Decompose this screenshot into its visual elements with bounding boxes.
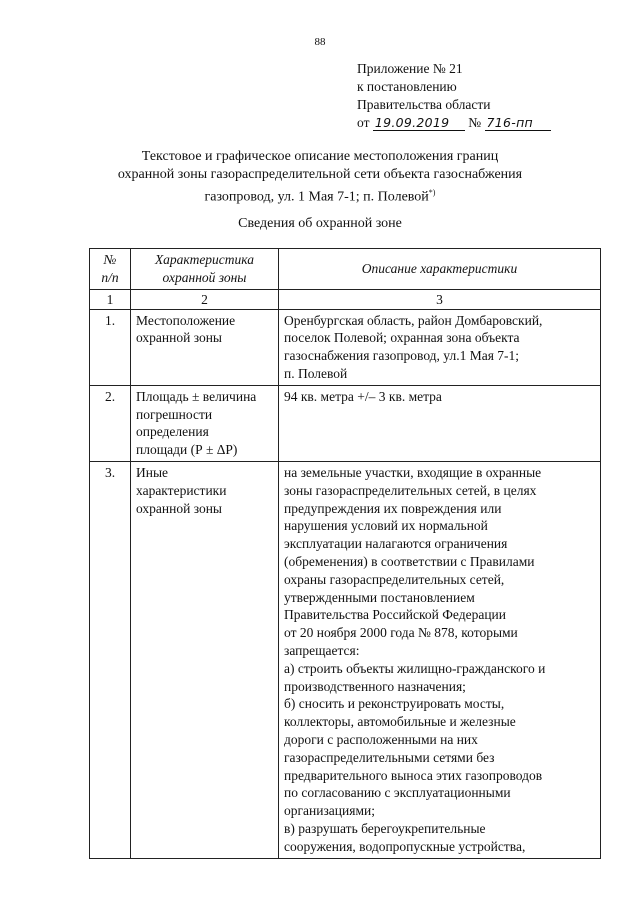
header-number: № п/п — [90, 249, 131, 290]
appendix-date-line — [357, 114, 551, 132]
row-characteristic: Местоположение охранной зоны — [131, 309, 279, 385]
row-characteristic: Иные характеристики охранной зоны — [131, 461, 279, 858]
row-number: 3. — [90, 461, 131, 858]
appendix-line-2: к постановлению — [357, 79, 457, 94]
col-number-2: 2 — [131, 289, 279, 309]
row-description: 94 кв. метра +/– 3 кв. метра — [279, 385, 601, 461]
column-number-row — [90, 289, 601, 309]
appendix-line-3: Правительства области — [357, 97, 491, 112]
footnote-mark: *) — [428, 188, 436, 197]
row-description: Оренбургская область, район Домбаровский, поселок Полевой; охранная зона объекта газоснабжения газопровод, ул.1 Мая 7-1; п. Полевой — [279, 309, 601, 385]
appendix-line-1: Приложение № 21 — [357, 61, 463, 76]
row-number: 1. — [90, 309, 131, 385]
table-row — [90, 309, 601, 385]
title-line-1: Текстовое и графическое описание местоположения границ — [141, 149, 499, 164]
document-title — [0, 148, 640, 207]
title-line-3: газопровод, ул. 1 Мая 7-1; п. Полевой*) — [204, 188, 436, 205]
table-row — [90, 461, 601, 858]
from-label: от — [357, 115, 370, 130]
page-number: 88 — [314, 36, 326, 48]
table-header-row — [90, 249, 601, 290]
header-characteristic: Характеристика охранной зоны — [131, 249, 279, 290]
title-line-2: охранной зоны газораспределительной сети объекта газоснабжения — [117, 167, 523, 182]
section-title: Сведения об охранной зоне — [238, 216, 402, 231]
appendix-block — [357, 60, 551, 132]
number-label: № — [468, 115, 482, 130]
handwritten-number: 716-пп — [485, 116, 551, 131]
col-number-1: 1 — [90, 289, 131, 309]
row-number: 2. — [90, 385, 131, 461]
protection-zone-table — [89, 248, 601, 859]
col-number-3: 3 — [279, 289, 601, 309]
table-row — [90, 385, 601, 461]
header-description: Описание характеристики — [279, 249, 601, 290]
row-characteristic: Площадь ± величина погрешности определения площади (Р ± ΔР) — [131, 385, 279, 461]
row-description: на земельные участки, входящие в охранные зоны газораспределительных сетей, в целях предупреждения их повреждения или нарушения условий их нормальной эксплуатации налагаются ограничения (обременения) в соответствии с Правилами охраны газораспределительных сетей, утвержденными постановлением Правительства Российской Федерации от 20 ноября 2000 года № 878, которыми запрещается: а) строить объекты жилищно-гражданского и производственного назначения; б) сносить и реконструировать мосты, коллекторы, автомобильные и железные дороги с расположенными на них газораспределительными сетями без предварительного выноса этих газопроводов по согласованию с эксплуатационными организациями; в) разрушать берегоукрепительные сооружения, водопропускные устройства, — [279, 461, 601, 858]
handwritten-date: 19.09.2019 — [373, 116, 465, 131]
